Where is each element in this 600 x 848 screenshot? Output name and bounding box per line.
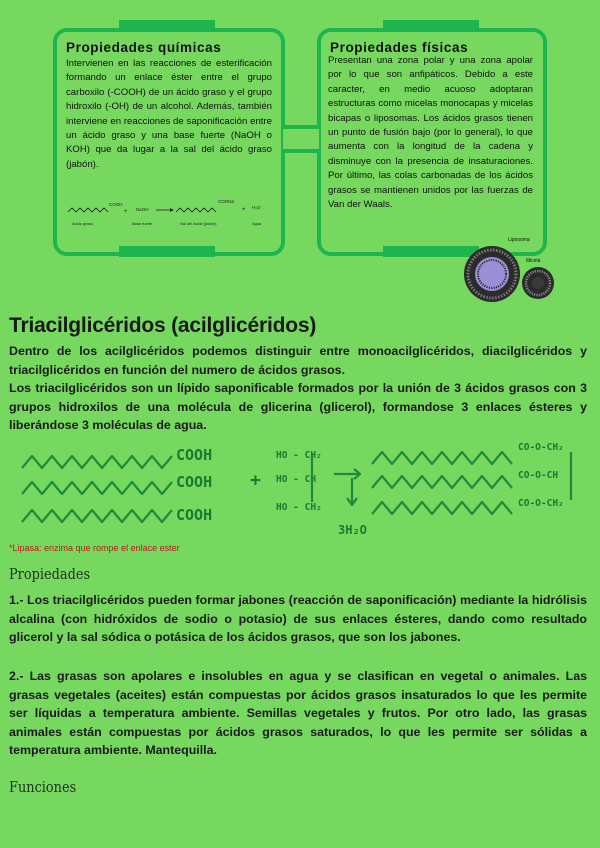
glycerol-row: HO - CH₂ bbox=[276, 450, 322, 461]
ester-row: CO-O-CH₂ bbox=[518, 498, 564, 509]
scheme-base-label: Base fuerte bbox=[132, 221, 153, 226]
liposome-micelle-illustration bbox=[460, 232, 560, 312]
glycerol-row: HO - CH₂ bbox=[276, 502, 322, 513]
fatty-acid-chain bbox=[22, 510, 172, 522]
panel-tab bbox=[119, 246, 215, 257]
glycerol-row: HO - CH bbox=[276, 474, 317, 485]
properties-item-1: 1.- Los triacilglicéridos pueden formar jabones (reacción de saponificación) mediante la hidrólisis alcalina (con hidróxidos de sodio o potasio) de sus enlaces ésteres, dando como resultado glicerol y la sal sódica o potásica de los ácidos grasos, que son los jabones. bbox=[9, 593, 587, 645]
chemical-properties-title: Propiedades químicas bbox=[66, 40, 222, 55]
properties-title: Propiedades bbox=[9, 565, 91, 583]
ester-chain bbox=[372, 502, 512, 514]
functions-title: Funciones bbox=[9, 778, 77, 796]
plus-sign: + bbox=[250, 470, 261, 491]
scheme-water-label: Agua bbox=[252, 221, 262, 226]
saponification-scheme bbox=[66, 196, 276, 230]
panel-tab bbox=[383, 20, 479, 31]
scheme-plus: + bbox=[242, 207, 246, 213]
triacyl-paragraph-2: Los triacilglicéridos son un lípido saponificable formados por la unión de 3 ácidos grasos con 3 grupos hidroxilos de una molécula de glicerina (glicerol), formandose 3 enlaces ésteres y liberándose 3 moléculas de agua. bbox=[9, 381, 587, 433]
water-released: 3H₂O bbox=[338, 523, 367, 537]
esterification-reaction bbox=[18, 438, 598, 542]
physical-properties-text: Presentan una zona polar y una zona apolar por lo que son anfipáticos. Debido a este caracter, en medio acuoso adoptaran estructuras como micelas monocapas y micelas bicapas o liposomas. Los ácidos grasos tienen un punto de fusión bajo (por lo general), lo que aumenta con la longitud de la cadena y disminuye con la presencia de insaturaciones. Por último, las colas carbonadas de los ácidos grasos se mantienen unidos por las fuerzas de Van der Waals. bbox=[328, 55, 533, 211]
physical-properties-title: Propiedades físicas bbox=[330, 40, 469, 55]
lipase-note: *Lipasa: enzima que rompe el enlace ester bbox=[9, 543, 180, 553]
fatty-acid-chain bbox=[22, 482, 172, 494]
scheme-salt-group: COONa bbox=[218, 199, 235, 204]
acid-group-label: COOH bbox=[176, 506, 213, 524]
triacyl-paragraph-1: Dentro de los acilglicéridos podemos distinguir entre monoacilglicéridos, diacilglicéridos y triacilglicéridos en función del numero de ácidos grasos. bbox=[9, 344, 587, 377]
panel-connector bbox=[283, 125, 319, 153]
acid-group-label: COOH bbox=[176, 446, 213, 464]
chemical-properties-text: Intervienen en las reacciones de esterificación formando un enlace éster entre el grupo carboxilo (-COOH) de un ácido graso y el grupo hidroxilo (-OH) de un alcohol. Además, también interviene en reacciones de saponificación entre un ácido graso y una base fuerte (NaOH o KOH) que da lugar a la sal del ácido graso (jabón). bbox=[66, 58, 272, 170]
acid-group-label: COOH bbox=[176, 473, 213, 491]
scheme-base-formula: NaOH bbox=[136, 207, 149, 212]
fatty-acid-chain bbox=[22, 456, 172, 468]
properties-item-2: 2.- Las grasas son apolares e insolubles en agua y se clasifican en vegetal o animales. Las grasas vegetales (aceites) están compuestas por ácidos grasos insaturados lo que les permite ser líquidas a temperatura ambiente. Semillas vegetales y frutos. Por otro lado, las grasas animales están compuestas por ácidos grasos saturados, lo que les permite ser sólidas a temperatura ambiente. Mantequilla. bbox=[9, 669, 587, 758]
scheme-reactant-group: COOH bbox=[109, 202, 123, 207]
ester-row: CO-O-CH bbox=[518, 470, 559, 481]
scheme-salt-label: Sal del ácido (jabón) bbox=[180, 221, 217, 226]
scheme-water-formula: H₂O bbox=[252, 205, 261, 210]
liposome-label: Liposoma bbox=[508, 237, 530, 243]
scheme-acid-label: Ácido graso bbox=[72, 221, 94, 226]
panel-tab bbox=[119, 20, 215, 31]
scheme-plus: + bbox=[124, 209, 128, 215]
micelle-label: Micela bbox=[526, 258, 541, 264]
ester-chain bbox=[372, 476, 512, 488]
ester-row: CO-O-CH₂ bbox=[518, 442, 564, 453]
triacyl-title: Triacilglicéridos (acilglicéridos) bbox=[9, 314, 317, 337]
ester-chain bbox=[372, 452, 512, 464]
